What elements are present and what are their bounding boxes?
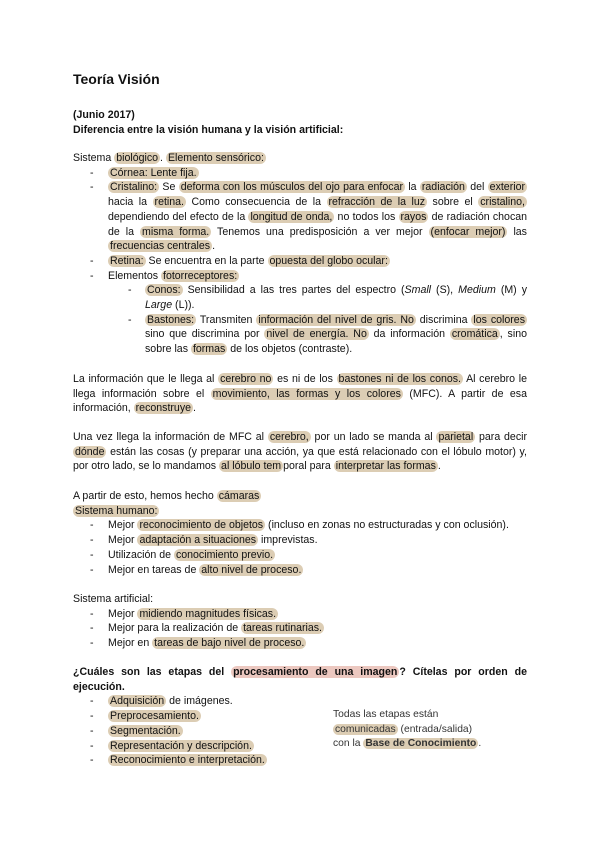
- text-run: de imágenes.: [166, 695, 233, 708]
- paragraph: [73, 489, 527, 504]
- list-item: [73, 313, 527, 357]
- highlighted-text: formas: [192, 343, 226, 356]
- section-block: [73, 108, 527, 137]
- highlighted-text: Base de Conocimiento: [365, 738, 477, 750]
- text-run: están las cosas (y preparar una acción, ya que está relacionado con el lóbulo motor) y, por otro lado, se lo mandamos: [73, 445, 527, 473]
- text-run: Se: [159, 181, 179, 194]
- text-run: Sistema artificial:: [73, 593, 154, 605]
- text-run: de radiación chocan de la: [108, 210, 528, 238]
- paragraph: [73, 123, 527, 138]
- paragraph: [73, 592, 527, 607]
- highlighted-text: rayos: [400, 210, 427, 223]
- text-run: con la: [333, 738, 364, 750]
- page-title: Teoría Visión: [73, 71, 160, 87]
- text-run: las: [507, 225, 527, 238]
- bullet-dash: -: [90, 534, 94, 547]
- highlighted-text: fotorreceptores:: [163, 269, 238, 282]
- highlighted-text: Adquisición: [110, 695, 165, 708]
- list-item: [73, 694, 527, 709]
- highlighted-text: cerebro,: [269, 431, 309, 443]
- list-item: [73, 621, 527, 636]
- list-item: [73, 254, 527, 269]
- bullet-dash: -: [90, 754, 94, 767]
- bullet-dash: -: [128, 313, 132, 326]
- note-line: [333, 723, 481, 738]
- text-run: para decir: [475, 431, 527, 443]
- highlighted-text: Cristalino:: [110, 181, 158, 194]
- list-item: [73, 607, 527, 622]
- highlighted-text: parietal: [438, 431, 474, 443]
- bullet-dash: -: [90, 181, 94, 194]
- paragraph: [73, 108, 527, 123]
- text-run: .: [193, 402, 196, 415]
- highlighted-text: cerebro no: [220, 373, 272, 385]
- list-item: [73, 753, 527, 768]
- text-run: , sino sobre las: [145, 328, 527, 356]
- bullet-dash: -: [90, 710, 94, 723]
- text-run: Utilización de: [108, 548, 174, 561]
- highlighted-text: tareas rutinarias.: [243, 622, 322, 635]
- highlighted-text: (enfocar mejor): [430, 225, 506, 238]
- text-run: Tenemos una predisposición a ver mejor: [211, 225, 429, 238]
- text-run: Sensibilidad a las tres partes del espectro (: [182, 284, 405, 297]
- text-run: la: [405, 181, 420, 194]
- highlighted-text: cromática: [451, 328, 498, 341]
- list-item: [73, 283, 527, 312]
- highlighted-text: biológico: [116, 152, 159, 164]
- highlighted-text: alto nivel de proceso.: [201, 563, 302, 576]
- text-run: da información: [368, 328, 450, 341]
- text-run: poral para: [283, 460, 334, 473]
- text-run: Diferencia entre la visión humana y la visión artificial:: [73, 123, 344, 136]
- text-run: Mejor: [108, 607, 138, 620]
- text-run: .: [212, 240, 216, 253]
- highlighted-text: al lóbulo tem: [221, 460, 282, 473]
- highlighted-text: interpretar las formas: [335, 460, 436, 473]
- text-run: Mejor: [108, 519, 138, 532]
- section-block: [73, 372, 527, 416]
- section-block: [73, 592, 527, 651]
- highlighted-text: nivel de energía. No: [266, 328, 367, 341]
- highlighted-text: misma forma.: [142, 225, 210, 238]
- text-run: dependiendo del efecto de la: [108, 210, 249, 223]
- highlighted-text: reconstruye: [135, 402, 192, 415]
- list-item: [73, 533, 527, 548]
- highlighted-text: comunicadas: [335, 723, 396, 735]
- text-run: Transmiten: [196, 313, 257, 326]
- highlighted-text: movimiento, las formas y los colores: [212, 387, 401, 400]
- paragraph: [73, 430, 527, 474]
- bullet-dash: -: [90, 622, 94, 635]
- text-run: sobre el: [427, 196, 479, 209]
- section-block: [73, 489, 527, 577]
- highlighted-text: reconocimiento de objetos: [139, 519, 264, 532]
- text-run: Large: [145, 299, 173, 312]
- text-run: .: [160, 152, 166, 164]
- list-item: [73, 269, 527, 284]
- highlighted-text: Elemento sensórico:: [167, 152, 264, 164]
- text-run: ¿Cuáles son las etapas del: [73, 666, 232, 678]
- bullet-dash: -: [90, 607, 94, 620]
- highlighted-text: refracción de la luz: [328, 196, 426, 209]
- list-item: [73, 518, 527, 533]
- text-run: Mejor en tareas de: [108, 563, 200, 576]
- text-run: Se encuentra en la parte: [145, 254, 268, 267]
- note-line: [333, 737, 481, 752]
- text-run: (L)).: [172, 299, 195, 312]
- text-run: (S),: [431, 284, 459, 297]
- text-run: por un lado se manda al: [310, 431, 437, 443]
- text-run: imprevistas.: [258, 534, 318, 547]
- text-run: no todos los: [334, 210, 399, 223]
- text-run: es ni de los: [273, 373, 337, 385]
- list-item: [73, 166, 527, 181]
- highlighted-text: Córnea: Lente fija.: [110, 166, 197, 179]
- text-run: Medium: [458, 284, 496, 297]
- highlighted-text: adaptación a situaciones: [139, 534, 257, 547]
- bullet-dash: -: [90, 637, 94, 650]
- highlighted-text: Representación y descripción.: [110, 739, 252, 752]
- list-item: [73, 548, 527, 563]
- text-run: Al cerebro le llega información sobre el: [73, 373, 527, 400]
- bullet-dash: -: [90, 739, 94, 752]
- highlighted-text: conocimiento previo.: [175, 548, 274, 561]
- text-run: del: [466, 181, 488, 194]
- bullet-dash: -: [90, 724, 94, 737]
- text-run: ? Cítelas por orden de ejecución.: [73, 666, 527, 693]
- list-item: [73, 563, 527, 578]
- highlighted-text: Segmentación.: [110, 724, 181, 737]
- text-run: (entrada/salida): [397, 723, 473, 735]
- highlighted-text: radiación: [421, 181, 465, 194]
- text-run: Mejor en: [108, 637, 153, 650]
- highlighted-text: deforma con los músculos del ojo para enfocar: [180, 181, 403, 194]
- bullet-dash: -: [90, 548, 94, 561]
- highlighted-text: los colores: [473, 313, 525, 326]
- text-run: Como consecuencia de la: [186, 196, 327, 209]
- bullet-dash: -: [90, 254, 94, 267]
- text-run: Sistema: [73, 152, 115, 164]
- text-run: (M) y: [495, 284, 527, 297]
- text-run: La información que le llega al: [73, 373, 219, 385]
- highlighted-text: procesamiento de una imagen: [233, 666, 398, 678]
- text-run: Todas las etapas están: [333, 709, 439, 720]
- section-block: [73, 151, 527, 357]
- bullet-dash: -: [90, 695, 94, 708]
- text-run: hacia la: [108, 196, 153, 209]
- highlighted-text: longitud de onda,: [250, 210, 333, 223]
- text-run: (Junio 2017): [73, 109, 135, 121]
- highlighted-text: tareas de bajo nivel de proceso.: [154, 637, 305, 650]
- bullet-dash: -: [128, 284, 132, 297]
- text-run: .: [437, 460, 441, 473]
- highlighted-text: Reconocimiento e interpretación.: [110, 754, 265, 767]
- text-run: .: [478, 738, 482, 750]
- highlighted-text: Preprocesamiento.: [110, 710, 199, 723]
- text-run: (MFC). A partir de esa información,: [73, 387, 527, 415]
- paragraph: [73, 151, 527, 166]
- text-run: Mejor: [108, 534, 138, 547]
- bullet-dash: -: [90, 563, 94, 576]
- highlighted-text: opuesta del globo ocular:: [269, 254, 388, 267]
- bullet-dash: -: [90, 519, 94, 532]
- highlighted-text: Bastones:: [147, 313, 195, 326]
- bullet-dash: -: [90, 269, 94, 282]
- highlighted-text: bastones ni de los conos.: [338, 373, 461, 385]
- highlighted-text: Retina:: [110, 254, 144, 267]
- highlighted-text: midiendo magnitudes físicas.: [139, 607, 277, 620]
- text-run: Mejor para la realización de: [108, 622, 242, 635]
- highlighted-text: Sistema humano:: [75, 504, 158, 517]
- side-note: [333, 708, 481, 752]
- text-run: de los objetos (contraste).: [227, 343, 353, 356]
- highlighted-text: frecuencias centrales: [110, 240, 211, 253]
- text-run: discrimina: [415, 313, 472, 326]
- highlighted-text: dónde: [75, 445, 105, 458]
- highlighted-text: cristalino,: [480, 196, 525, 209]
- text-run: sino que discrimina por: [145, 328, 265, 341]
- highlighted-text: información del nivel de gris. No: [258, 313, 414, 326]
- text-run: Small: [404, 284, 432, 297]
- text-run: A partir de esto, hemos hecho: [73, 490, 217, 502]
- section-block: [73, 430, 527, 474]
- paragraph: [73, 504, 527, 519]
- paragraph: [73, 665, 527, 694]
- highlighted-text: exterior: [489, 181, 525, 194]
- highlighted-text: Conos:: [147, 284, 181, 297]
- paragraph: [73, 372, 527, 416]
- list-item: [73, 180, 527, 254]
- highlighted-text: retina.: [154, 196, 184, 209]
- text-run: (incluso en zonas no estructuradas y con oclusión).: [265, 519, 509, 532]
- list-item: [73, 636, 527, 651]
- bullet-dash: -: [90, 166, 94, 179]
- note-line: [333, 708, 481, 723]
- highlighted-text: cámaras: [218, 490, 260, 502]
- text-run: Una vez llega la información de MFC al: [73, 431, 268, 443]
- text-run: Elementos: [108, 269, 161, 282]
